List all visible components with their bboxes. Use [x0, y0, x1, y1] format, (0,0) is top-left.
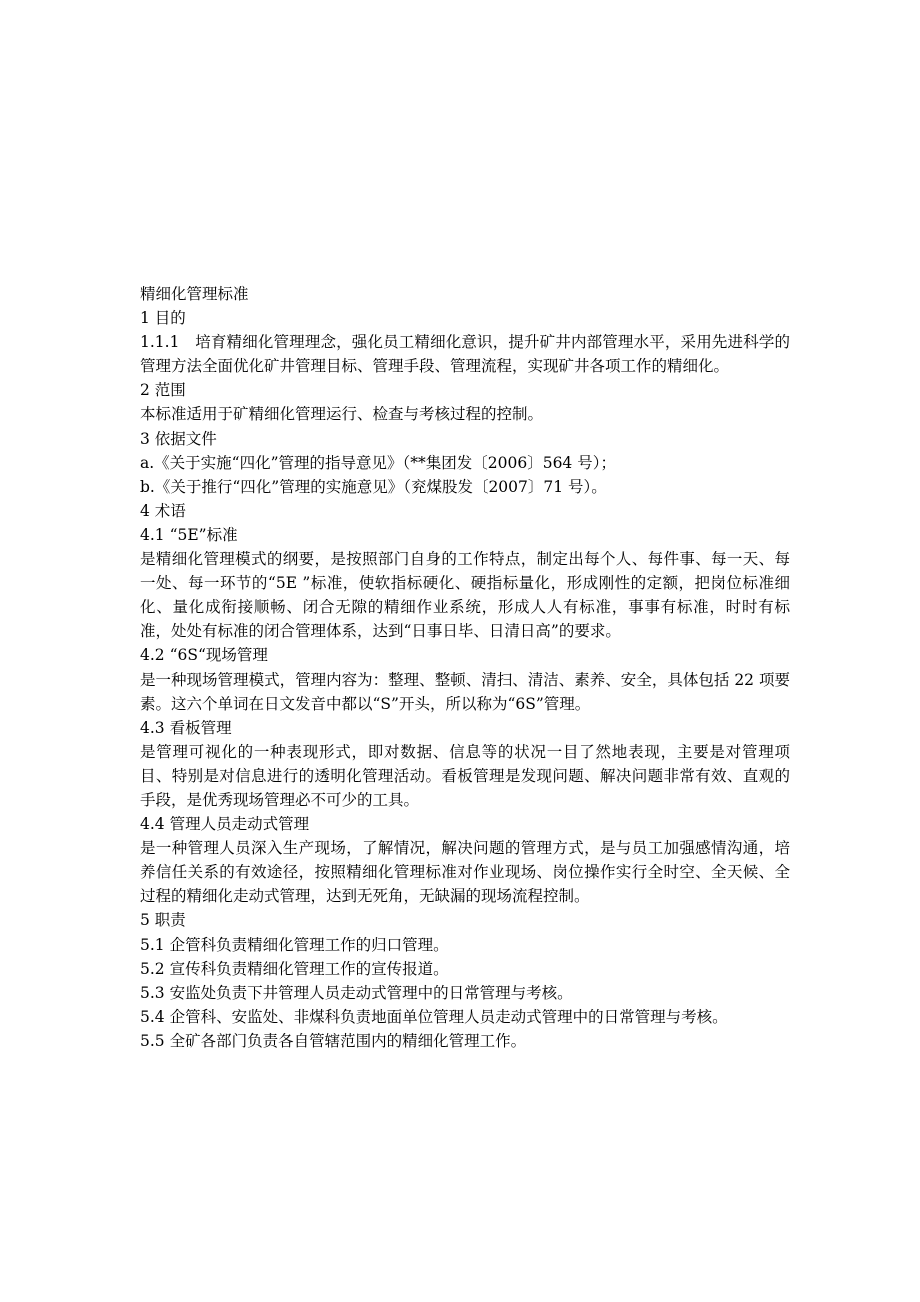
paragraph: 是管理可视化的一种表现形式，即对数据、信息等的状况一目了然地表现，主要是对管理项目、特别是对信息进行的透明化管理活动。看板管理是发现问题、解决问题非常有效、直观的手段，是优秀现场管理必不可少的工具。 [140, 742, 790, 809]
paragraph: 是精细化管理模式的纲要，是按照部门自身的工作特点，制定出每个人、每件事、每一天、每一处、每一环节的“5E ”标准，使软指标硬化、硬指标量化，形成刚性的定额，把岗位标准细化、量化成衔接顺畅、闭合无隙的精细作业系统，形成人人有标准，事事有标准，时时有标准，处处有标准的闭合管理体系，达到“日事日毕、日清日高”的要求。 [140, 550, 790, 641]
paragraph: 是一种管理人员深入生产现场，了解情况，解决问题的管理方式，是与员工加强感情沟通，培养信任关系的有效途径，按照精细化管理标准对作业现场、岗位操作实行全时空、全天候、全过程的精细化走动式管理，达到无死角，无缺漏的现场流程控制。 [140, 839, 790, 906]
reference-item: a.《关于实施“四化”管理的指导意见》（**集团发〔2006〕564 号）； [140, 453, 616, 472]
section-heading-references: 3 依据文件 [140, 429, 217, 448]
subsection-heading: 4.4 管理人员走动式管理 [140, 815, 310, 834]
paragraph: 本标准适用于矿精细化管理运行、检查与考核过程的控制。 [140, 405, 544, 424]
document-title: 精细化管理标准 [140, 285, 249, 303]
responsibility-item: 5.4 企管科、安监处、非煤科负责地面单位管理人员走动式管理中的日常管理与考核。 [140, 1007, 728, 1026]
subsection-heading: 4.3 看板管理 [140, 718, 232, 737]
subsection-heading: 4.2 “6S“现场管理 [140, 646, 268, 665]
paragraph: 1.1.1 培育精细化管理理念，强化员工精细化意识，提升矿井内部管理水平，采用先进科学的管理方法全面优化矿井管理目标、管理手段、管理流程，实现矿井各项工作的精细化。 [140, 333, 790, 376]
section-heading-responsibilities: 5 职责 [140, 911, 186, 930]
responsibility-item: 5.2 宣传科负责精细化管理工作的宣传报道。 [140, 959, 449, 978]
reference-item: b.《关于推行“四化”管理的实施意见》（兖煤股发〔2007〕71 号）。 [140, 477, 607, 496]
responsibility-item: 5.3 安监处负责下井管理人员走动式管理中的日常管理与考核。 [140, 983, 573, 1002]
subsection-heading: 4.1 “5E”标准 [140, 525, 238, 544]
section-heading-terms: 4 术语 [140, 501, 186, 520]
section-heading-purpose: 1 目的 [140, 309, 186, 328]
section-heading-scope: 2 范围 [140, 381, 186, 400]
paragraph: 是一种现场管理模式，管理内容为：整理、整顿、清扫、清洁、素养、安全，具体包括 22 项要素。这六个单词在日文发音中都以“S”开头，所以称为“6S”管理。 [140, 670, 790, 713]
document-body [140, 282, 790, 1053]
responsibility-item: 5.5 全矿各部门负责各自管辖范围内的精细化管理工作。 [140, 1031, 527, 1050]
responsibility-item: 5.1 企管科负责精细化管理工作的归口管理。 [140, 935, 449, 954]
